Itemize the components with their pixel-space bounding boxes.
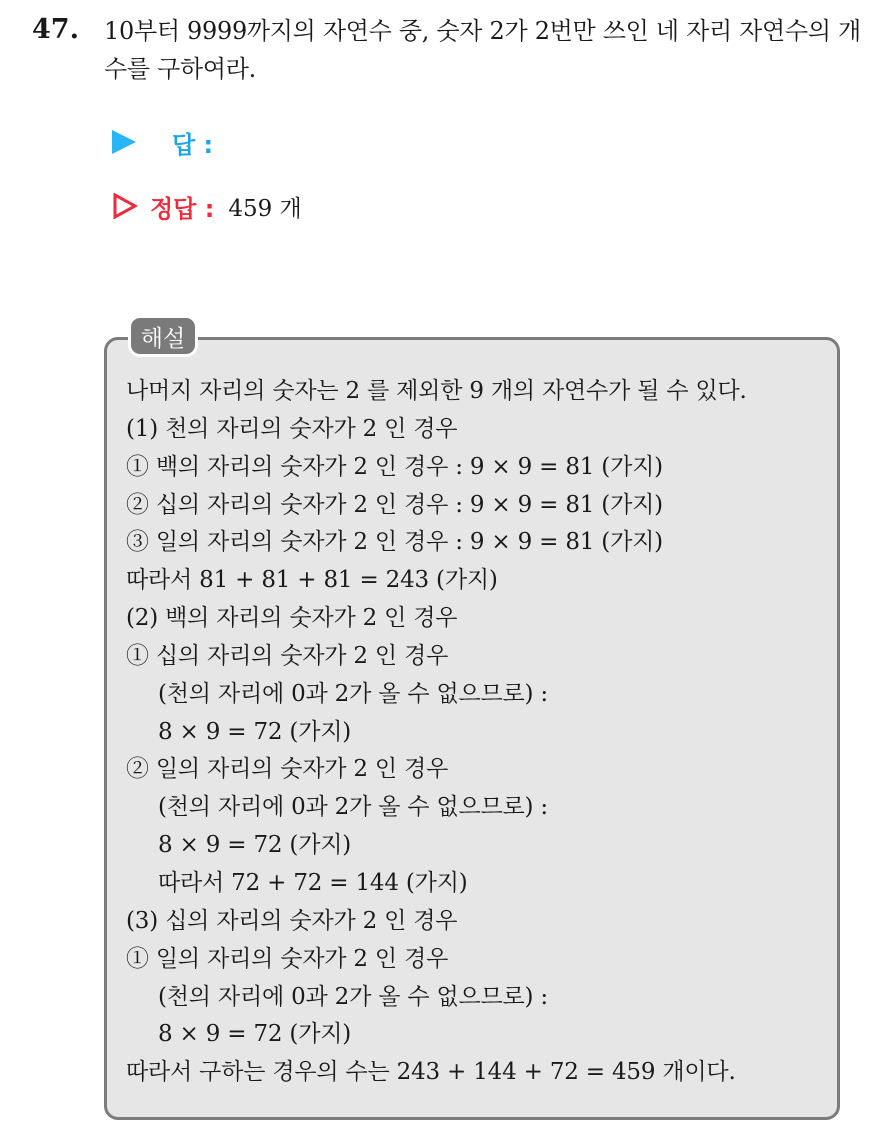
- correct-answer-row: [112, 186, 302, 226]
- solution-line: (2) 백의 자리의 숫자가 2 인 경우: [126, 605, 458, 632]
- problem-text: 10부터 9999까지의 자연수 중, 숫자 2가 2번만 쓰인 네 자리 자연수의 개수를 구하여라.: [104, 17, 861, 83]
- correct-answer-label: 정답 :: [150, 194, 215, 223]
- solution-line: 나머지 자리의 숫자는 2 를 제외한 9 개의 자연수가 될 수 있다.: [126, 378, 747, 404]
- solution-line: ① 백의 자리의 숫자가 2 인 경우 : 9 × 9 = 81 (가지): [126, 453, 663, 480]
- answer-label: 답 :: [172, 130, 214, 159]
- solution-line: 따라서 구하는 경우의 수는 243 + 144 + 72 = 459 개이다.: [126, 1059, 736, 1086]
- solution-line: (1) 천의 자리의 숫자가 2 인 경우: [126, 415, 458, 442]
- correct-answer-value: 459 개: [228, 195, 302, 222]
- solution-line: 8 × 9 = 72 (가지): [158, 832, 352, 859]
- solution-line: ② 십의 자리의 숫자가 2 인 경우 : 9 × 9 = 81 (가지): [126, 491, 663, 518]
- problem-number: 47.: [32, 14, 79, 45]
- solution-line: ① 일의 자리의 숫자가 2 인 경우: [126, 945, 449, 972]
- filled-triangle-icon: [112, 130, 136, 154]
- answer-row: [112, 122, 227, 162]
- solution-line: (천의 자리에 0과 2가 올 수 없으므로) :: [158, 983, 548, 1010]
- solution-line: 8 × 9 = 72 (가지): [158, 718, 352, 745]
- solution-line: (3) 십의 자리의 숫자가 2 인 경우: [126, 907, 458, 934]
- solution-line: ③ 일의 자리의 숫자가 2 인 경우 : 9 × 9 = 81 (가지): [126, 529, 663, 556]
- solution-line: 8 × 9 = 72 (가지): [158, 1021, 352, 1048]
- solution-line: ② 일의 자리의 숫자가 2 인 경우: [126, 756, 449, 783]
- solution-tag: 해설: [128, 315, 198, 357]
- solution-lines: [126, 373, 836, 1092]
- outline-triangle-icon: [112, 193, 138, 219]
- solution-line: 따라서 81 + 81 + 81 = 243 (가지): [126, 567, 498, 594]
- solution-line: (천의 자리에 0과 2가 올 수 없으므로) :: [158, 680, 548, 707]
- solution-line: (천의 자리에 0과 2가 올 수 없으므로) :: [158, 794, 548, 821]
- solution-line: ① 십의 자리의 숫자가 2 인 경우: [126, 642, 449, 669]
- solution-line: 따라서 72 + 72 = 144 (가지): [158, 869, 468, 896]
